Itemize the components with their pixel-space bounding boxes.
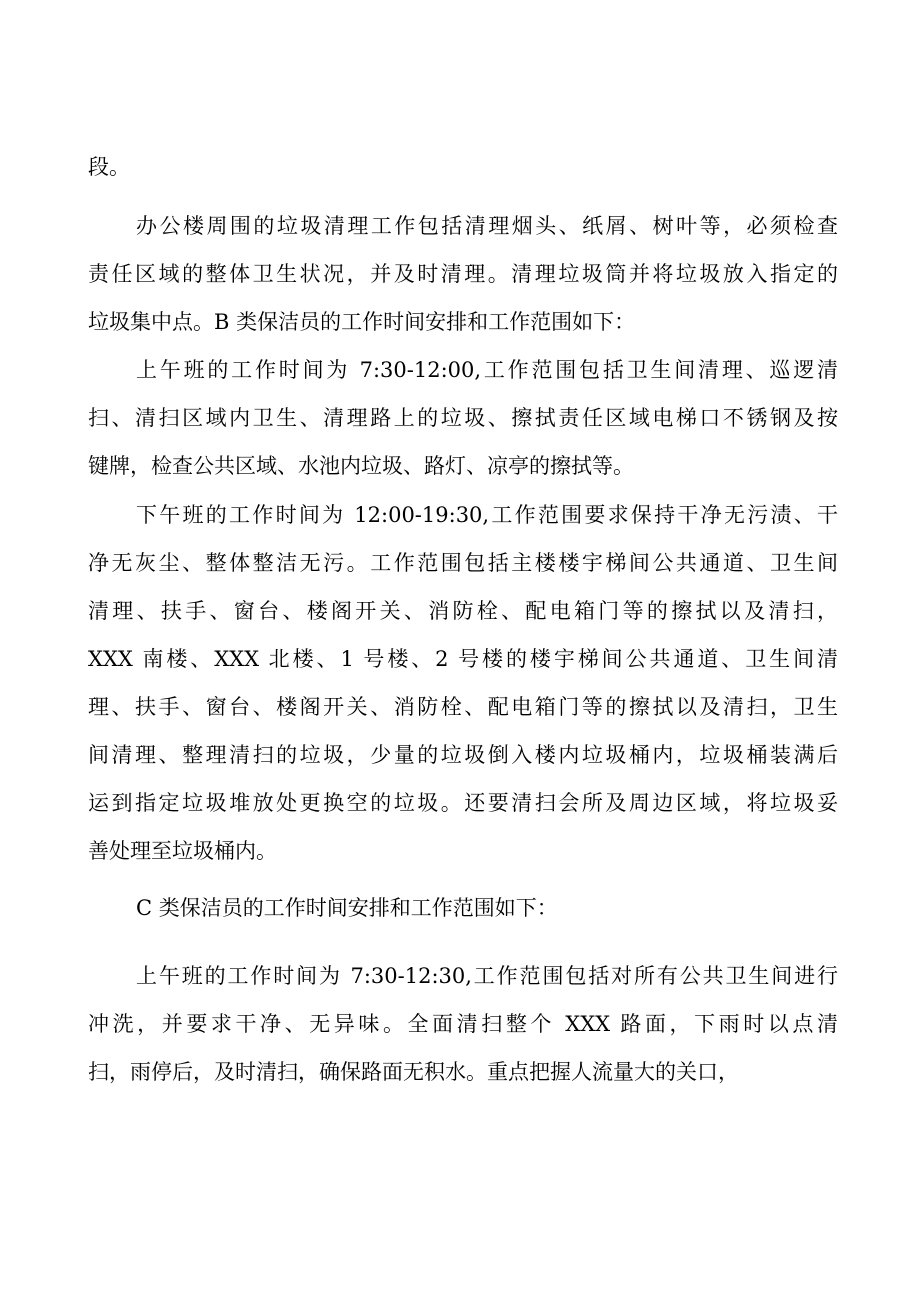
text-line: 扫、清扫区域内卫生、清理路上的垃圾、擦拭责任区域电梯口不锈钢及按 — [88, 406, 838, 430]
text-line: 键牌，检查公共区域、水池内垃圾、路灯、凉亭的擦拭等。 — [88, 454, 634, 478]
text-line: 冲洗，并要求干净、无异味。全面清扫整个 XXX 路面，下雨时以点清 — [88, 1012, 838, 1036]
paragraph-continuation — [88, 143, 838, 191]
paragraph-surroundings-cleaning — [88, 202, 838, 346]
text-line: 运到指定垃圾堆放处更换空的垃圾。还要清扫会所及周边区域，将垃圾妥 — [88, 791, 838, 815]
text-line: 理、扶手、窗台、楼阁开关、消防栓、配电箱门等的擦拭以及清扫，卫生 — [88, 695, 838, 719]
paragraph-c-intro — [88, 884, 838, 932]
text-line: 办公楼周围的垃圾清理工作包括清理烟头、纸屑、树叶等，必须检查 — [136, 214, 838, 238]
text-line: 上午班的工作时间为 7:30-12:30,工作范围包括对所有公共卫生间进行 — [136, 964, 838, 988]
text-line: 间清理、整理清扫的垃圾，少量的垃圾倒入楼内垃圾桶内，垃圾桶装满后 — [88, 743, 838, 767]
text-line: 垃圾集中点。B 类保洁员的工作时间安排和工作范围如下： — [88, 310, 636, 334]
paragraph-b-morning-shift — [88, 346, 838, 490]
text-line: C 类保洁员的工作时间安排和工作范围如下： — [136, 896, 558, 920]
text-line: 责任区域的整体卫生状况，并及时清理。清理垃圾筒并将垃圾放入指定的 — [88, 262, 838, 286]
paragraph-b-afternoon-shift — [88, 491, 838, 875]
paragraph-c-morning-shift — [88, 952, 838, 1096]
text-line: 下午班的工作时间为 12:00-19:30,工作范围要求保持干净无污渍、干 — [136, 503, 838, 527]
text-line: 清理、扶手、窗台、楼阁开关、消防栓、配电箱门等的擦拭以及清扫， — [88, 599, 838, 623]
text-line: 上午班的工作时间为 7:30-12:00,工作范围包括卫生间清理、巡逻清 — [136, 358, 838, 382]
text-line: 净无灰尘、整体整洁无污。工作范围包括主楼楼宇梯间公共通道、卫生间 — [88, 551, 838, 575]
text-line: 扫，雨停后，及时清扫，确保路面无积水。重点把握人流量大的关口， — [88, 1060, 739, 1084]
text-line: XXX 南楼、XXX 北楼、1 号楼、2 号楼的楼宇梯间公共通道、卫生间清 — [88, 647, 838, 671]
text-line: 段。 — [88, 155, 130, 179]
text-line: 善处理至垃圾桶内。 — [88, 839, 277, 863]
